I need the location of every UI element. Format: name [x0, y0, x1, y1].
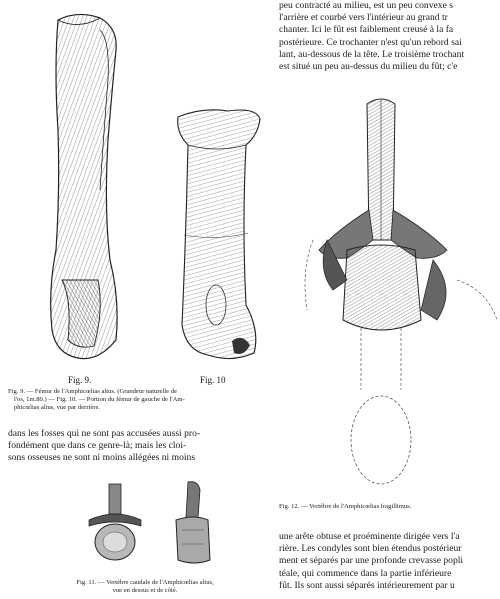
body-line: chanter. Ici le fût est faiblement creusé à la fa — [279, 24, 454, 36]
body-line: lant, au-dessous de la tête. Le troisième trochant — [279, 48, 465, 60]
body-line: dans les fosses qui ne sont pas accusées aussi pro- — [8, 428, 201, 439]
body-line: sons osseuses ne sont ni moins allégées ni moins — [8, 452, 196, 464]
fig10-label: Fig. 10 — [200, 375, 226, 385]
body-line: est situé un peu au-dessus du milieu du fût; c'e — [279, 61, 458, 73]
body-line: peu contracté au milieu, est un peu convexe s — [279, 0, 453, 11]
left-body-paragraph — [8, 428, 270, 465]
caption-line: vue en dessus et de côté. — [112, 587, 178, 594]
figure-11-vertebra-top-view — [85, 480, 145, 565]
figure-10-femur-portion-illustration — [172, 105, 270, 365]
body-line: fût. Ils sont aussi séparés intérieurement par u — [279, 579, 455, 591]
figure-11-vertebra-side-view — [168, 480, 218, 565]
caption-line: l'os, 1m.80.) — Fig. 10. — Portion du fémur de gauche de l'Am- — [14, 396, 185, 403]
body-line: postérieure. Ce trochanter n'est qu'un rebord sai — [279, 36, 462, 48]
figure-9-femur-illustration — [38, 10, 138, 370]
body-line: l'arrière et courbé vers l'intérieur au grand tr — [279, 12, 448, 24]
body-line: ment et séparés par une profonde crevasse popli — [279, 555, 464, 567]
caption-line: Fig. 11. — Vertèbre caudale de l'Amphicœlias altus, — [76, 579, 214, 586]
caption-fig11 — [30, 579, 260, 595]
right-top-paragraph — [279, 0, 500, 73]
caption-line: phicœlias altus, vue par derrière. — [14, 404, 101, 411]
figure-12-vertebra-illustration — [297, 90, 500, 490]
fig9-label: Fig. 9. — [68, 375, 92, 385]
body-line: rière. Les condyles sont bien étendus postérieur — [279, 543, 462, 555]
right-bottom-paragraph — [279, 531, 500, 592]
caption-fig12: Fig. 12. — Vertèbre de l'Amphicœlias fragillimus. — [279, 503, 412, 510]
right-column — [277, 0, 500, 599]
caption-line: Fig. 9. — Fémur de l'Amphicœlias altus. (Grandeur naturelle de — [8, 388, 177, 395]
caption-fig9-10 — [8, 388, 270, 412]
body-line: fondément que dans ce genre-là; mais les cloi- — [8, 440, 187, 452]
body-line: téale, qui commence dans la partie inférieure — [279, 567, 452, 579]
body-line: une arête obtuse et proéminente dirigée vers l'a — [279, 531, 460, 542]
